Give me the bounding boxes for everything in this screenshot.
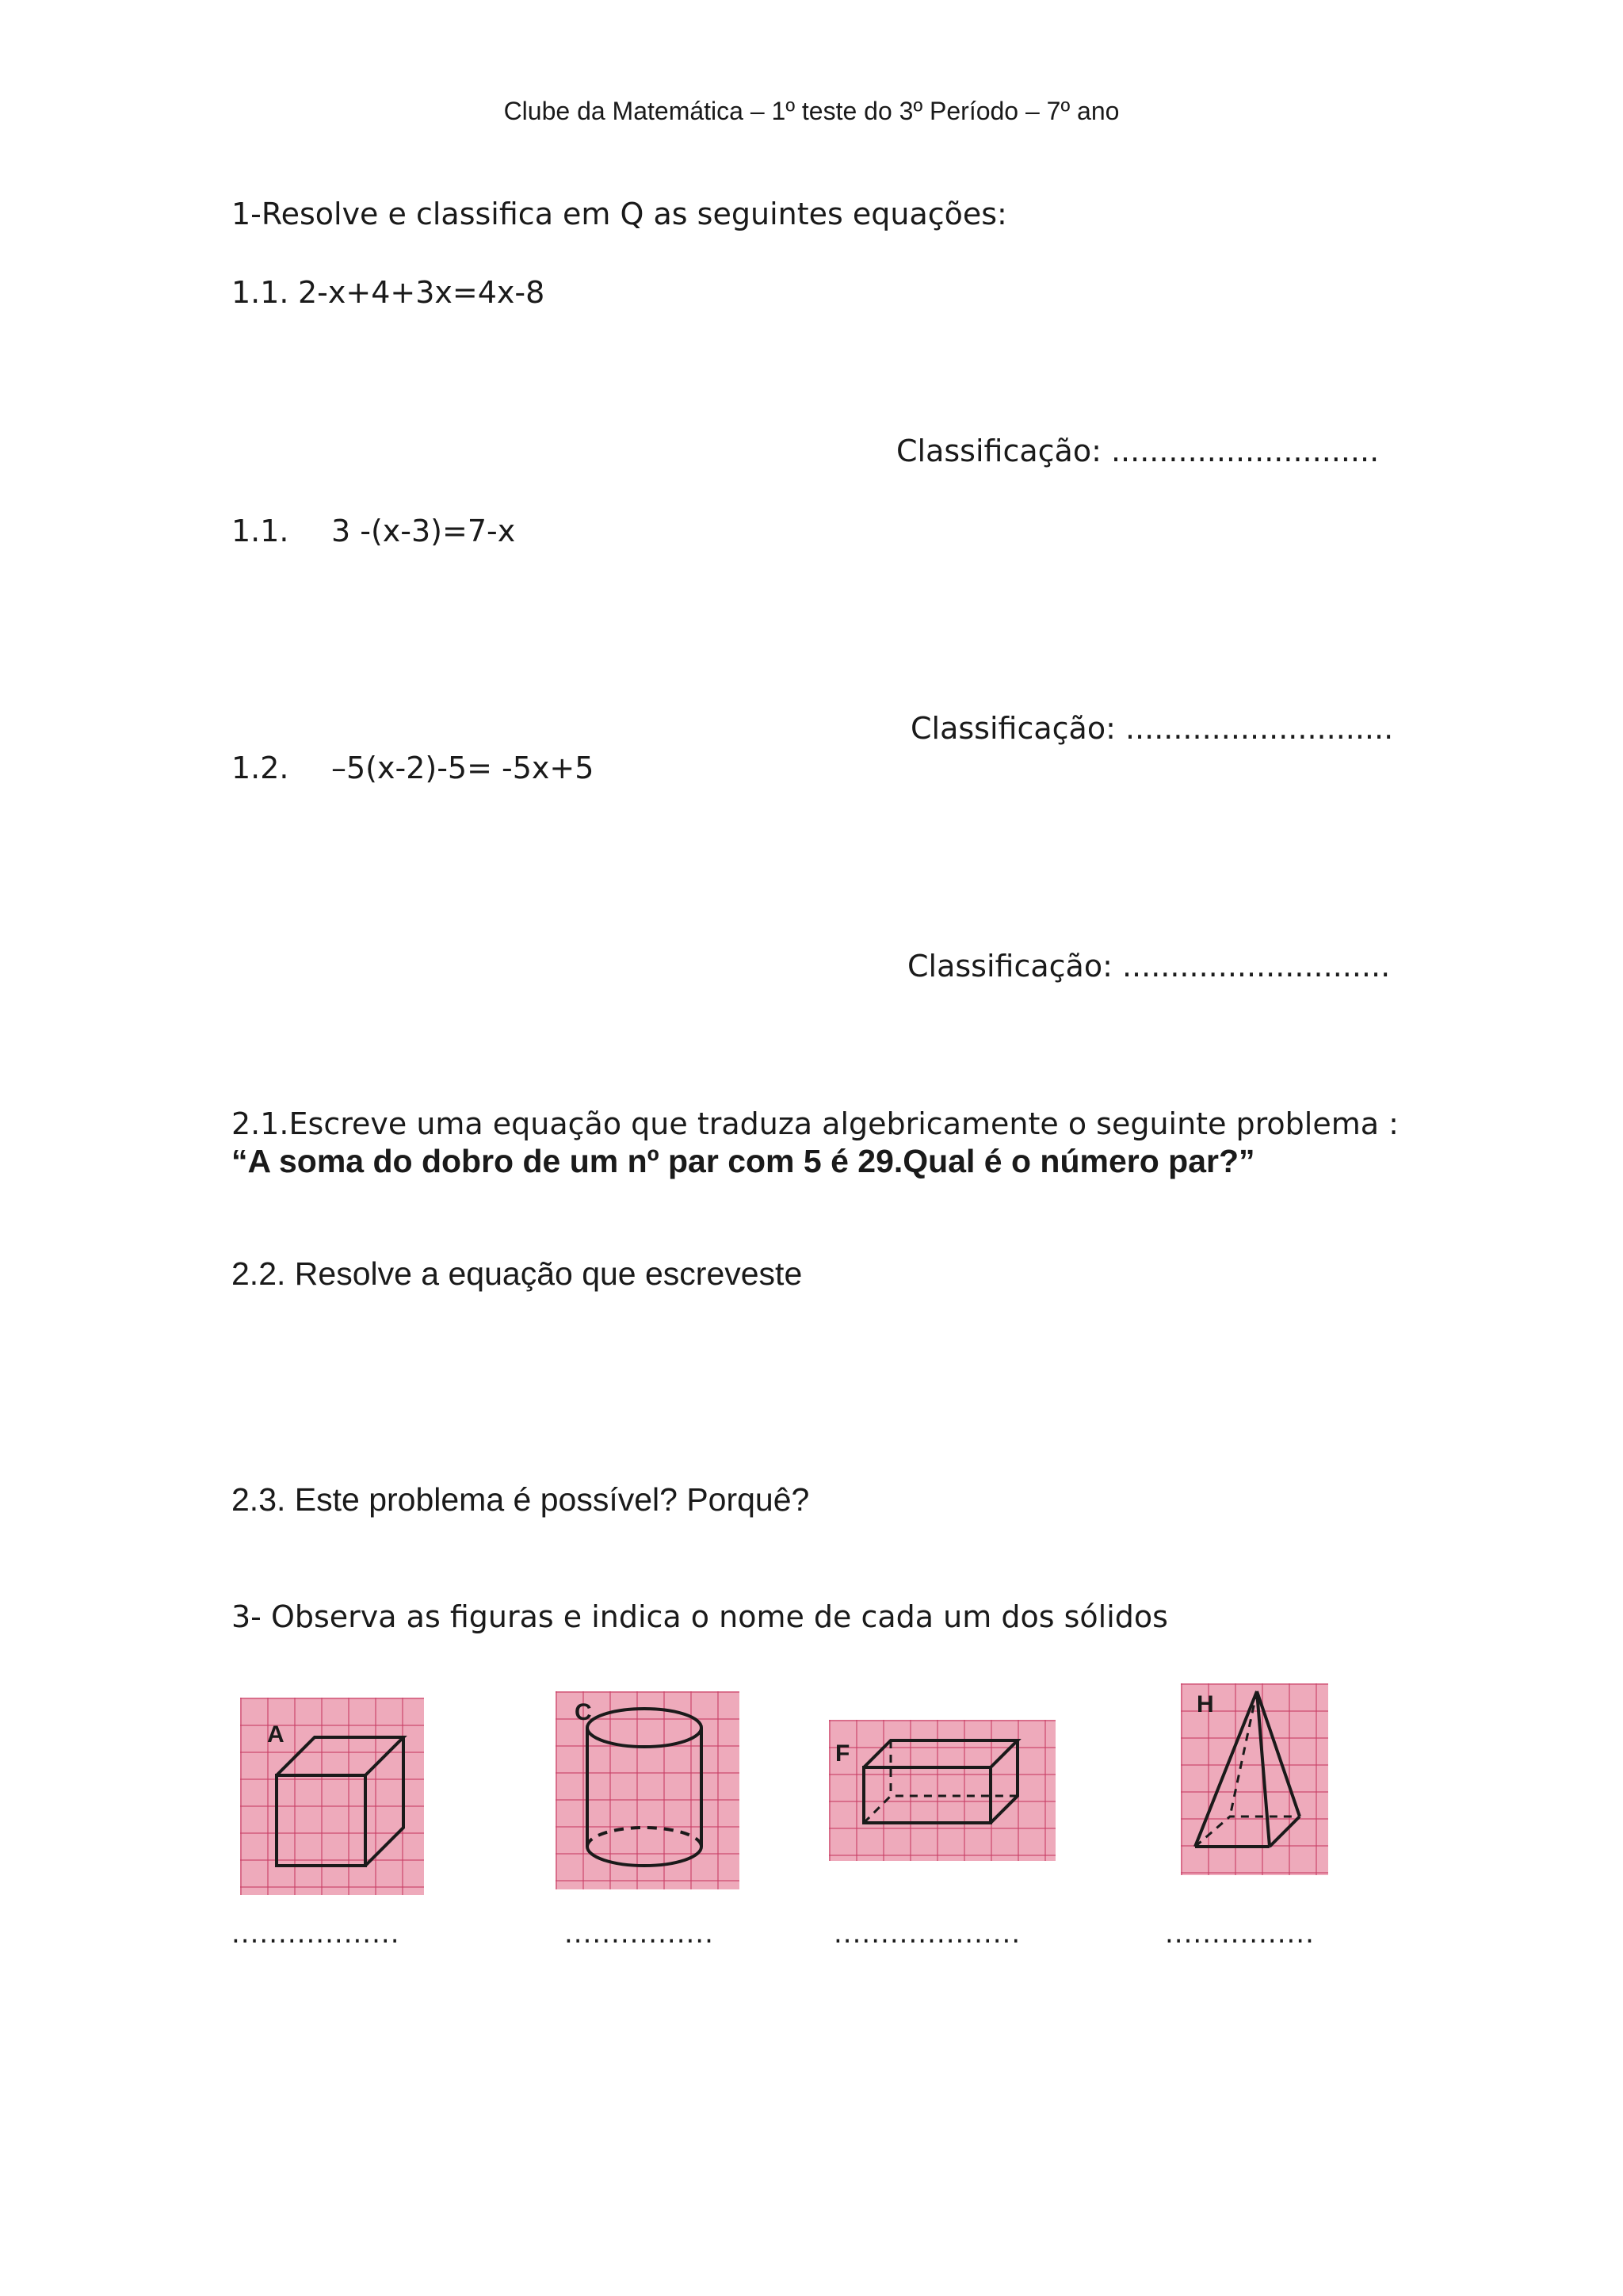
equation-1-1b: 3 -(x-3)=7-x [331,514,516,548]
question-2-3: 2.3. Este problema é possível? Porquê? [231,1481,810,1518]
cylinder-icon [556,1691,739,1889]
cube-icon [240,1698,424,1895]
question-2-1-problem: “A soma do dobro de um nº par com 5 é 29.Qual é o número par?” [231,1143,1255,1179]
figure-a-label: A [267,1721,285,1748]
figure-h-panel [1181,1683,1328,1875]
figure-f-label: F [835,1740,850,1767]
equation-1-2-number: 1.2. [231,751,289,785]
rectangular-prism-icon [829,1720,1056,1861]
answer-blank-h[interactable]: ................ [1165,1918,1315,1950]
equation-1-1: 2-x+4+3x=4x-8 [298,275,545,310]
equation-1-1b-number: 1.1. [231,514,289,548]
question-2-2: 2.2. Resolve a equação que escreveste [231,1255,803,1292]
question-2-1-prompt: 2.1.Escreve uma equação que traduza algebricamente o seguinte problema : [231,1106,1399,1141]
page-header: Clube da Matemática – 1º teste do 3º Período – 7º ano [503,97,1120,125]
answer-blank-c[interactable]: ................ [564,1918,714,1950]
square-pyramid-icon [1181,1683,1328,1875]
question-3-prompt: 3- Observa as figuras e indica o nome de cada um dos sólidos [231,1599,1168,1634]
figure-f-panel [829,1720,1056,1861]
classification-line-1[interactable]: Classificação: ............................ [896,434,1380,468]
equation-1-1-number: 1.1. [231,275,289,310]
figure-c-panel [556,1691,739,1889]
figure-h-label: H [1197,1691,1214,1717]
answer-blank-f[interactable]: .................... [834,1918,1022,1950]
classification-line-3[interactable]: Classificação: ............................ [907,949,1391,984]
figure-c-label: C [575,1699,592,1725]
equation-1-2: –5(x-2)-5= -5x+5 [331,751,594,785]
figure-a-panel [240,1698,424,1895]
answer-blank-a[interactable]: .................. [231,1918,400,1950]
classification-line-2[interactable]: Classificação: ............................ [911,711,1394,746]
question-1-prompt: 1-Resolve e classifica em Q as seguintes equações: [231,197,1007,231]
